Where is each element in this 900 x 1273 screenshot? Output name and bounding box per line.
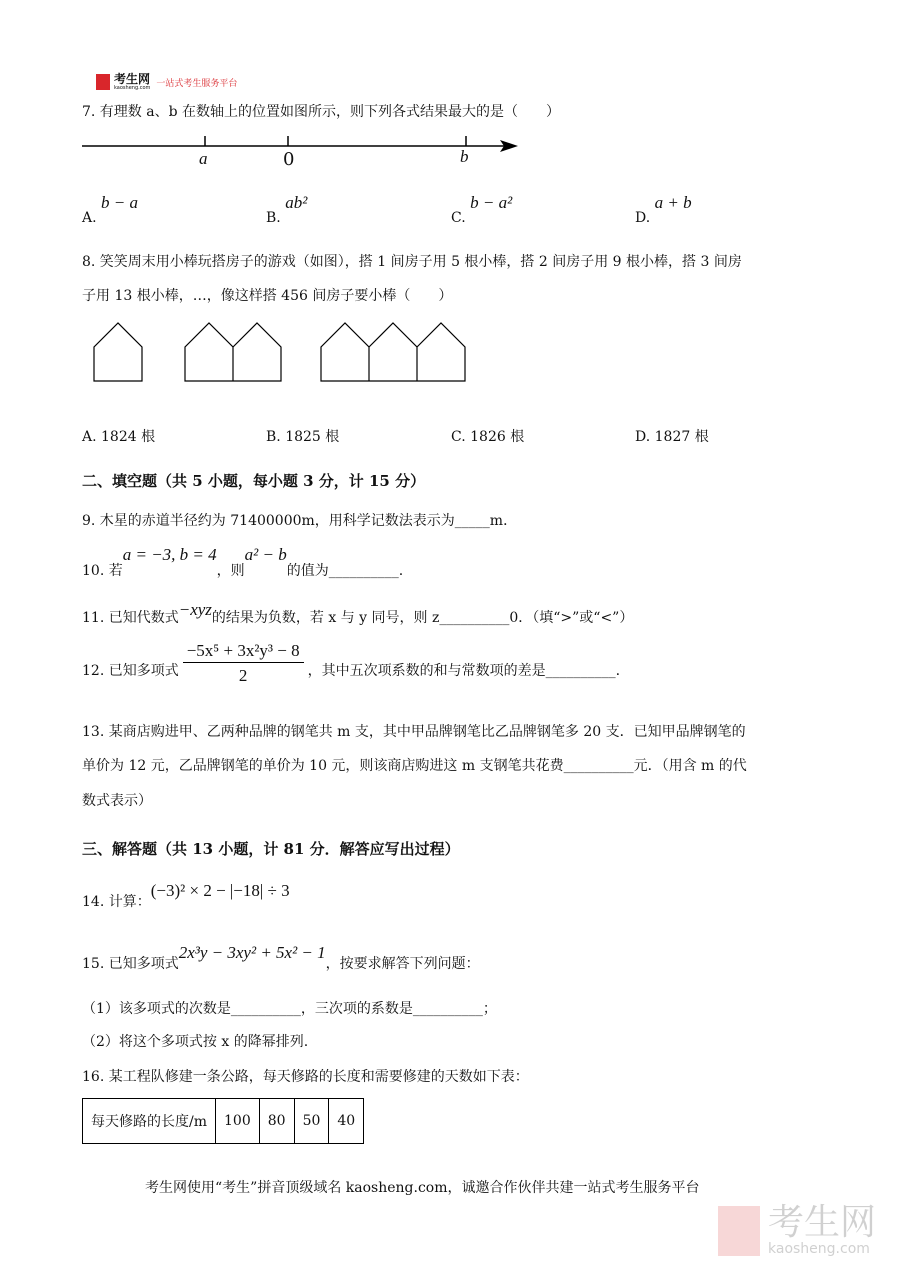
q16-table [82, 1098, 364, 1144]
logo-name: 考生网 [114, 72, 151, 86]
q8-option-a[interactable]: A. 1824 根 [82, 429, 156, 445]
table-row [83, 1099, 364, 1144]
q12-text: 12. 已知多项式 −5x⁵ + 3x²y³ − 8 2 ，其中五次项系数的和与常数项的差是__________. [82, 641, 621, 685]
q8-option-d[interactable]: D. 1827 根 [635, 429, 709, 445]
table-header-cell: 每天修路的长度/m [83, 1099, 216, 1144]
q15-text: 15. 已知多项式2x³y − 3xy² + 5x² − 1，按要求解答下列问题： [82, 943, 480, 972]
slogan: 一站式考生服务平台 [156, 78, 238, 89]
number-line [80, 130, 525, 170]
axis-label-0: 0 [283, 149, 295, 170]
q7-option-b[interactable]: B. ab² [266, 193, 308, 226]
q15-part2: （2）将这个多项式按 x 的降幂排列. [82, 1034, 309, 1050]
watermark-mark-icon [718, 1206, 760, 1256]
watermark-name: 考生网 [768, 1202, 877, 1243]
q13-line1: 13. 某商店购进甲、乙两种品牌的钢笔共 m 支，其中甲品牌钢笔比乙品牌钢笔多 20 支．已知甲品牌钢笔的 [82, 724, 746, 740]
q16-text: 16. 某工程队修建一条公路，每天修路的长度和需要修建的天数如下表： [82, 1069, 529, 1085]
q13-line3: 数式表示） [82, 793, 152, 809]
q8-option-c[interactable]: C. 1826 根 [451, 429, 525, 445]
section-2-heading: 二、填空题（共 5 小题，每小题 3 分，计 15 分） [82, 472, 426, 490]
q15-part1: （1）该多项式的次数是__________，三次项的系数是__________； [82, 1001, 497, 1017]
houses-figure [90, 320, 470, 385]
table-cell: 50 [294, 1099, 329, 1144]
q14-text: 14. 计算：(−3)² × 2 − |−18| ÷ 3 [82, 881, 290, 910]
logo-mark-icon [96, 74, 110, 90]
q8-option-b[interactable]: B. 1825 根 [266, 429, 340, 445]
q10-text: 10. 若a = −3, b = 4，则a² − b的值为__________. [82, 545, 404, 579]
house-1 [94, 323, 142, 381]
house-2 [185, 323, 281, 381]
table-cell: 100 [216, 1099, 260, 1144]
table-cell: 80 [259, 1099, 294, 1144]
q11-text: 11. 已知代数式−xyz的结果为负数，若 x 与 y 同号，则 z__________0．（填“>”或“<”） [82, 600, 634, 626]
q7-option-d[interactable]: D. a + b [635, 193, 692, 226]
table-cell: 40 [329, 1099, 364, 1144]
q8-line1: 8. 笑笑周末用小棒玩搭房子的游戏（如图），搭 1 间房子用 5 根小棒，搭 2 间房子用 9 根小棒，搭 3 间房 [82, 254, 742, 270]
watermark-logo [718, 1202, 877, 1257]
site-logo [96, 73, 237, 91]
q8-line2: 子用 13 根小棒，…，像这样搭 456 间房子要小棒（ ） [82, 288, 453, 304]
watermark-domain: kaosheng.com [768, 1241, 870, 1257]
q7-text: 7. 有理数 a、b 在数轴上的位置如图所示，则下列各式结果最大的是（ ） [82, 104, 561, 120]
house-3 [321, 323, 465, 381]
axis-label-b: b [460, 147, 469, 166]
logo-domain: kaosheng.com [114, 85, 151, 91]
q9-text: 9. 木星的赤道半径约为 71400000m，用科学记数法表示为_____m． [82, 513, 518, 529]
q7-option-a[interactable]: A. b − a [82, 193, 138, 226]
q7-option-c[interactable]: C. b − a² [451, 193, 513, 226]
q12-fraction: −5x⁵ + 3x²y³ − 8 2 [183, 642, 304, 684]
section-3-heading: 三、解答题（共 13 小题，计 81 分．解答应写出过程） [82, 840, 460, 858]
q13-line2: 单价为 12 元，乙品牌钢笔的单价为 10 元，则该商店购进这 m 支钢笔共花费__________元．（用含 m 的代 [82, 758, 747, 774]
footer-text: 考生网使用“考生”拼音顶级域名 kaosheng.com，诚邀合作伙伴共建一站式考生服务平台 [145, 1180, 700, 1196]
axis-label-a: a [199, 149, 208, 168]
